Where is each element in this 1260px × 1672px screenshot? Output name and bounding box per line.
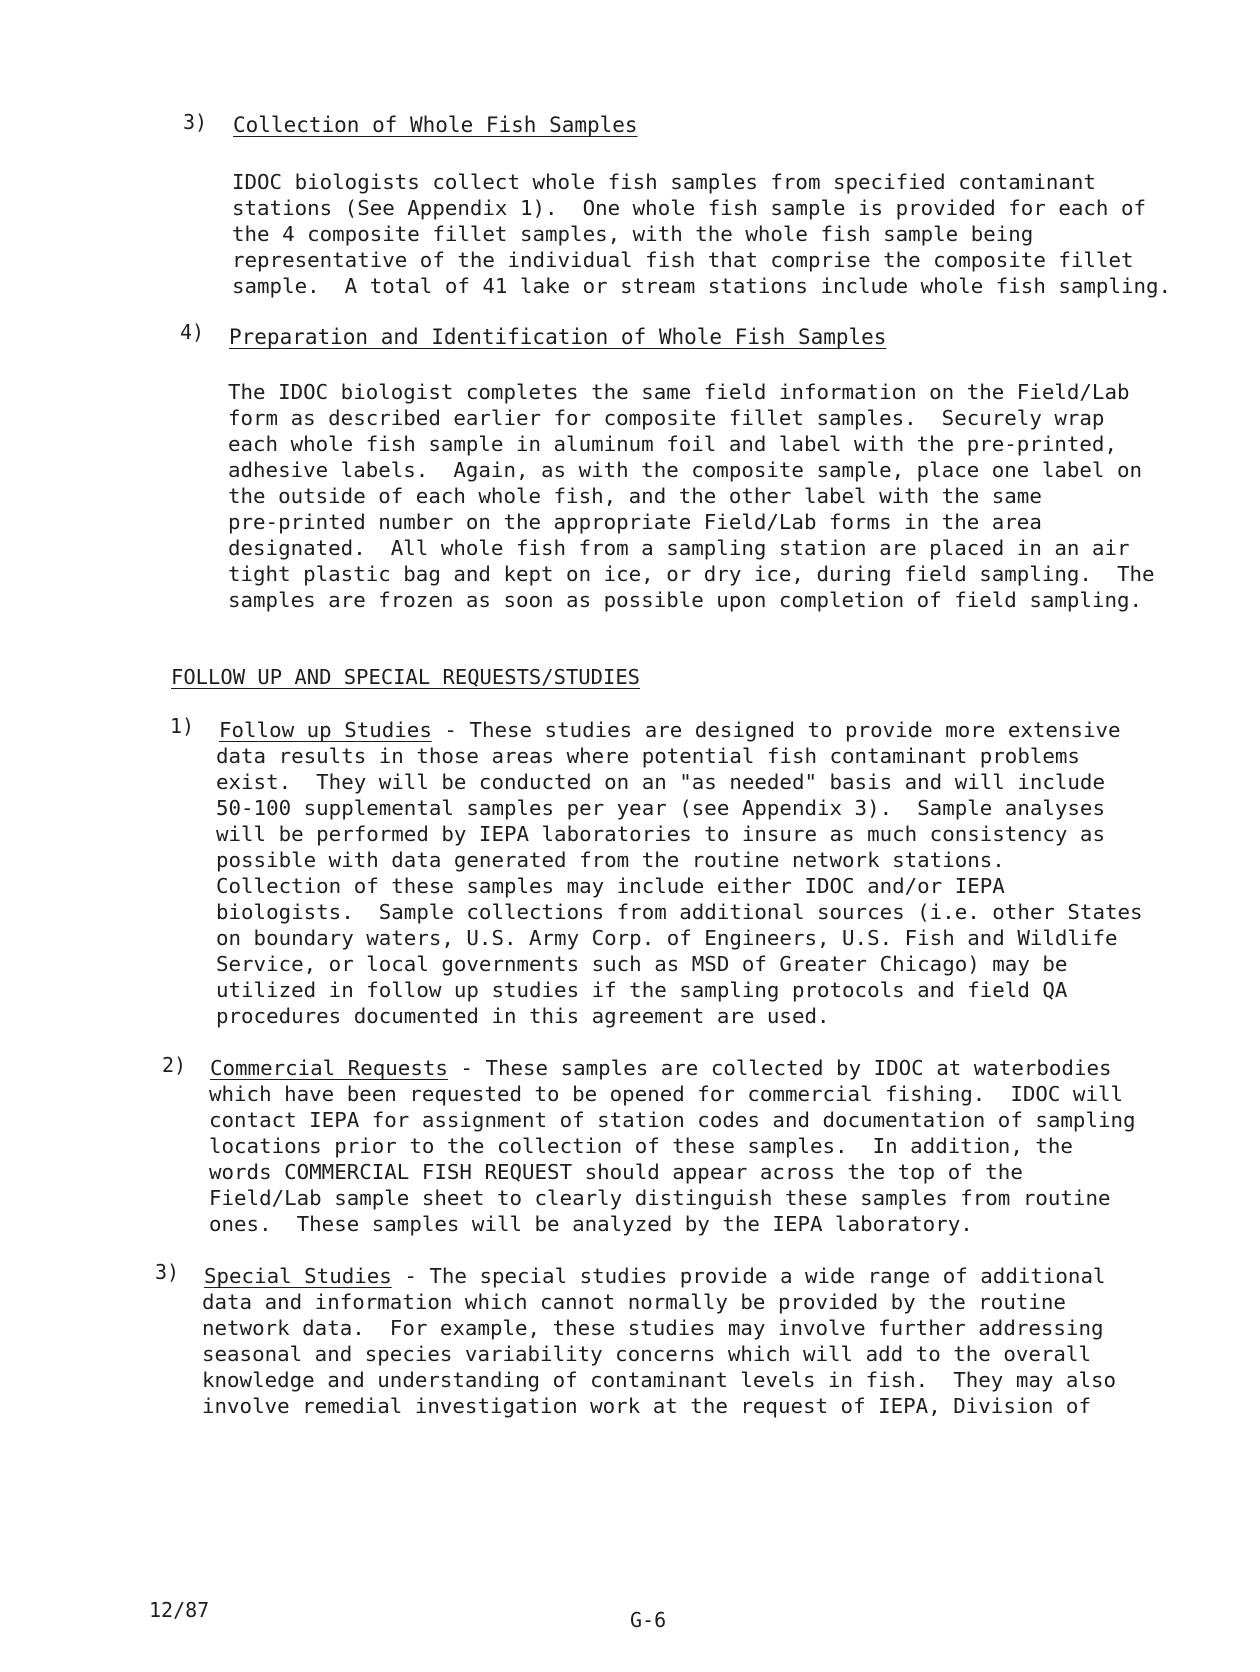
paragraph-line: seasonal and species variability concerns which will add to the overall: [202, 1342, 1091, 1366]
paragraph-line: locations prior to the collection of these samples. In addition, the: [209, 1134, 1073, 1158]
paragraph-line: utilized in follow up studies if the sampling protocols and field QA: [216, 978, 1068, 1002]
item-title: Commercial Requests: [210, 1056, 448, 1080]
paragraph-line: 50-100 supplemental samples per year (see Appendix 3). Sample analyses: [216, 796, 1105, 820]
section-number: 3): [183, 110, 208, 134]
paragraph-line: involve remedial investigation work at the request of IEPA, Division of: [202, 1394, 1091, 1418]
paragraph-line: tight plastic bag and kept on ice, or dry ice, during field sampling. The: [228, 562, 1155, 586]
section-paragraph: [232, 172, 1171, 302]
item-lead-line: [204, 1266, 1106, 1287]
item-paragraph: [216, 746, 1143, 1032]
paragraph-line: the outside of each whole fish, and the other label with the same: [228, 484, 1042, 508]
item-lead-text: - These samples are collected by IDOC at waterbodies: [447, 1056, 1112, 1080]
paragraph-line: procedures documented in this agreement are used.: [216, 1004, 830, 1028]
item-number: 2): [162, 1053, 187, 1077]
item-lead-text: - These studies are designed to provide more extensive: [431, 718, 1121, 742]
section-paragraph: [228, 382, 1155, 616]
paragraph-line: Collection of these samples may include either IDOC and/or IEPA: [216, 874, 1005, 898]
paragraph-line: IDOC biologists collect whole fish samples from specified contaminant: [232, 170, 1096, 194]
paragraph-line: exist. They will be conducted on an "as needed" basis and will include: [216, 770, 1105, 794]
item-lead-line: [210, 1058, 1112, 1079]
item-lead-text: - The special studies provide a wide range of additional: [391, 1264, 1106, 1288]
paragraph-line: samples are frozen as soon as possible upon completion of field sampling.: [228, 588, 1143, 612]
paragraph-line: words COMMERCIAL FISH REQUEST should appear across the top of the: [209, 1160, 1023, 1184]
paragraph-line: will be performed by IEPA laboratories to insure as much consistency as: [216, 822, 1105, 846]
item-paragraph: [202, 1292, 1116, 1422]
item-number: 1): [170, 714, 195, 738]
paragraph-line: designated. All whole fish from a sampling station are placed in an air: [228, 536, 1130, 560]
section-title: Preparation and Identification of Whole Fish Samples: [229, 325, 887, 349]
paragraph-line: which have been requested to be opened for commercial fishing. IDOC will: [209, 1082, 1124, 1106]
footer-date: 12/87: [149, 1598, 210, 1622]
paragraph-line: contact IEPA for assignment of station codes and documentation of sampling: [209, 1108, 1136, 1132]
paragraph-line: biologists. Sample collections from additional sources (i.e. other States: [216, 900, 1143, 924]
paragraph-line: adhesive labels. Again, as with the composite sample, place one label on: [228, 458, 1143, 482]
paragraph-line: Field/Lab sample sheet to clearly distinguish these samples from routine: [209, 1186, 1111, 1210]
paragraph-line: pre-printed number on the appropriate Field/Lab forms in the area: [228, 510, 1042, 534]
item-title: Special Studies: [204, 1264, 392, 1288]
paragraph-line: The IDOC biologist completes the same field information on the Field/Lab: [228, 380, 1130, 404]
section-title: Collection of Whole Fish Samples: [233, 113, 638, 137]
item-number: 3): [155, 1260, 180, 1284]
paragraph-line: on boundary waters, U.S. Army Corp. of Engineers, U.S. Fish and Wildlife: [216, 926, 1118, 950]
page-number: G-6: [630, 1608, 667, 1632]
item-title: Follow up Studies: [219, 718, 432, 742]
section-number: 4): [180, 320, 205, 344]
paragraph-line: sample. A total of 41 lake or stream stations include whole fish sampling.: [232, 274, 1172, 298]
paragraph-line: Service, or local governments such as MSD of Greater Chicago) may be: [216, 952, 1068, 976]
paragraph-line: data and information which cannot normally be provided by the routine: [202, 1290, 1066, 1314]
paragraph-line: stations (See Appendix 1). One whole fish sample is provided for each of: [232, 196, 1147, 220]
paragraph-line: data results in those areas where potential fish contaminant problems: [216, 744, 1080, 768]
paragraph-line: the 4 composite fillet samples, with the whole fish sample being: [232, 222, 1034, 246]
paragraph-line: ones. These samples will be analyzed by the IEPA laboratory.: [209, 1212, 973, 1236]
paragraph-line: possible with data generated from the routine network stations.: [216, 848, 1005, 872]
paragraph-line: knowledge and understanding of contaminant levels in fish. They may also: [202, 1368, 1117, 1392]
item-lead-line: [219, 720, 1121, 741]
paragraph-line: network data. For example, these studies may involve further addressing: [202, 1316, 1104, 1340]
paragraph-line: representative of the individual fish that comprise the composite fillet: [232, 248, 1134, 272]
item-paragraph: [209, 1084, 1136, 1240]
paragraph-line: each whole fish sample in aluminum foil and label with the pre-printed,: [228, 432, 1117, 456]
section-heading: FOLLOW UP AND SPECIAL REQUESTS/STUDIES: [171, 665, 640, 689]
paragraph-line: form as described earlier for composite fillet samples. Securely wrap: [228, 406, 1105, 430]
